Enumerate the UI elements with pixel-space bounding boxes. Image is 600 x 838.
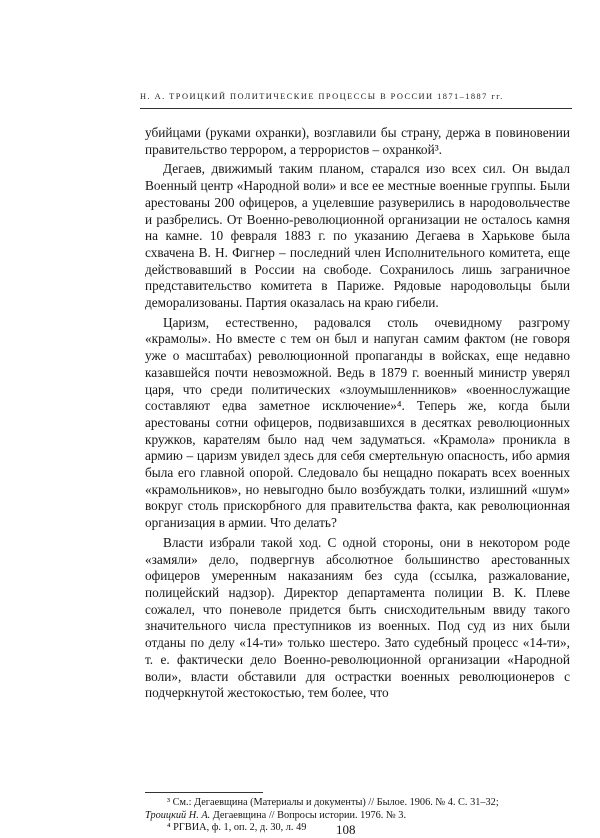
footnote-3-line-2	[145, 810, 570, 823]
page-number: 108	[336, 822, 356, 837]
footnote-3-source: Дегаевщина // Вопросы истории. 1976. № 3.	[210, 809, 407, 821]
footnote-4: ⁴ РГВИА, ф. 1, оп. 2, д. 30, л. 49	[167, 822, 307, 834]
footnotes	[145, 797, 570, 835]
paragraph-1: убийцами (руками охранки), возглавили бы страну, держа в повиновении правительство террором, а террористов – охранкой³.	[145, 125, 570, 157]
footnote-3-author: Троицкий Н. А.	[145, 809, 211, 821]
running-header: Н. А. ТРОИЦКИЙ ПОЛИТИЧЕСКИЕ ПРОЦЕССЫ В РОССИИ 1871–1887 гг.	[140, 92, 504, 101]
footnote-rule	[145, 792, 263, 793]
main-text	[145, 125, 570, 702]
paragraph-3: Царизм, естественно, радовался столь очевидному разгрому «крамолы». Но вместе с тем он был и напуган самим фактом (не говоря уже о масштабах) революционной пропаганды в войсках, еще недавно казавшейся почти невозможной. Ведь в 1879 г. военный министр уверял царя, что среди политических «злоумышленников» «военнослужащие составляют едва заметное исключение»⁴. Теперь же, когда были арестованы сотни офицеров, подвизавшихся в десятках революционных кружков, карателям было над чем задуматься. «Крамола» проникла в армию – царизм увидел здесь для себя смертельную опасность, ибо армия была его главной опорой. Следовало бы нещадно покарать всех военных «крамольников», но невыгодно было возбуждать толки, излишний «шум» вокруг столь прискорбного для правительства факта, как революционная организация в армии. Что делать?	[145, 314, 570, 531]
footnote-3-line-1: ³ См.: Дегаевщина (Материалы и документы) // Былое. 1906. № 4. С. 31–32;	[167, 797, 499, 808]
header-rule	[140, 108, 572, 109]
paragraph-4: Власти избрали такой ход. С одной стороны, они в некотором роде «замяли» дело, подвергнув абсолютное большинство арестованных офицеров умеренным наказаниям без суда (ссылка, разжалование, полицейский надзор). Директор департамента полиции В. К. Плеве сожалел, что поневоле придется быть снисходительным ввиду такого значительного числа преступников из военных. Под суд из них были отданы по делу «14-ти» только шестеро. Зато судебный процесс «14-ти», т. е. фактически дело Военно-революционной организации «Народной воли», власти обставили для острастки военных революционеров с подчеркнутой жестокостью, тем более, что	[145, 534, 570, 701]
paragraph-2: Дегаев, движимый таким планом, старался изо всех сил. Он выдал Военный центр «Народной воли» и все ее местные военные группы. Были арестованы 200 офицеров, а уцелевшие разуверились в народовольчестве и разбрелись. От Военно-революционной организации не осталось камня на камне. 10 февраля 1883 г. по указанию Дегаева в Харькове была схвачена В. Н. Фигнер – последний член Исполнительного комитета, еще действовавший в России на свободе. Сохранилось лишь заграничное представительство комитета в Париже. Рядовые народовольцы были деморализованы. Партия оказалась на краю гибели.	[145, 161, 570, 311]
